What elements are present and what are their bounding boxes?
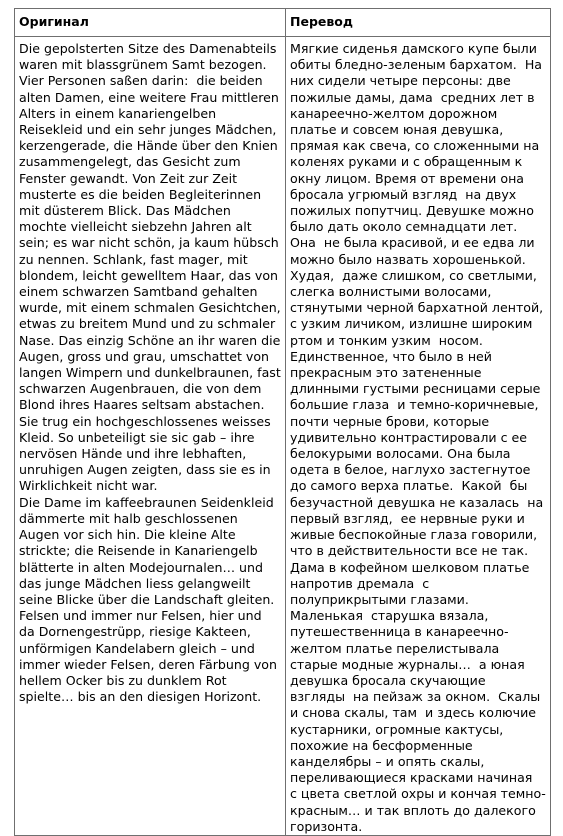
header-original: Оригинал — [15, 9, 286, 37]
header-translation: Перевод — [286, 9, 551, 37]
content-row — [15, 37, 551, 836]
header-row — [15, 9, 551, 37]
original-text-cell: Die gepolsterten Sitze des Damenabteils waren mit blassgrünem Samt bezogen. Vier Personen saßen darin: die beiden alten Damen, eine weitere Frau mittleren Alters in einem kanariengelben Reisekleid und ein sehr junges Mädchen, kerzengerade, die Hände über den Knien zusammengelegt, das Gesicht zum Fenster gewandt. Von Zeit zur Zeit musterte es die beiden Begleiterinnen mit düsterem Blick. Das Mädchen mochte vielleicht siebzehn Jahren alt sein; es war nicht schön, ja kaum hübsch zu nennen. Schlank, fast mager, mit blondem, leicht gewelltem Haar, das von einem schwarzen Samtband gehalten wurde, mit einem schmalen Gesichtchen, etwas zu breitem Mund und zu schmaler Nase. Das einzig Schöne an ihr waren die Augen, gross und grau, umschattet von langen Wimpern und dunkelbraunen, fast schwarzen Augenbrauen, die von dem Blond ihres Haares seltsam abstachen. Sie trug ein hochgeschlossenes weisses Kleid. So unbeteiligt sie sic gab – ihre nervösen Hände und ihre lebhaften, unruhigen Augen zeigten, dass sie es in Wirklichkeit nicht war. Die Dame im kaffeebraunen Seidenkleid dämmerte mit halb geschlossenen Augen vor sich hin. Die kleine Alte strickte; die Reisende in Kanariengelb blätterte in alten Modejournalen… und das junge Mädchen liess gelangweilt seine Blicke über die Landschaft gleiten. Felsen und immer nur Felsen, hier und da Dornengestrüpp, riesige Kakteen, unförmigen Kandelabern gleich – und immer wieder Felsen, deren Färbung von hellem Ocker bis zu dunklem Rot spielte… bis an den diesigen Horizont. — [15, 37, 286, 836]
translation-table — [14, 8, 551, 836]
translation-text-cell: Мягкие сиденья дамского купе были обиты бледно-зеленым бархатом. На них сидели четыре персоны: две пожилые дамы, дама средних лет в канареечно-желтом дорожном платье и совсем юная девушка, прямая как свеча, со сложенными на коленях руками и с обращенным к окну лицом. Время от времени она бросала угрюмый взгляд на двух пожилых попутчиц. Девушке можно было дать около семнадцати лет. Она не была красивой, и ее едва ли можно было назвать хорошенькой. Худая, даже слишком, со светлыми, слегка волнистыми волосами, стянутыми черной бархатной лентой, с узким личиком, излишне широким ртом и тонким узким носом. Единственное, что было в ней прекрасным это затененные длинными густыми ресницами серые большие глаза и темно-коричневые, почти черные брови, которые удивительно контрастировали с ее белокурыми волосами. Она была одета в белое, наглухо застегнутое до самого верха платье. Какой бы безучастной девушка не казалась на первый взгляд, ее нервные руки и живые беспокойные глаза говорили, что в действительности все не так. Дама в кофейном шелковом платье напротив дремала с полуприкрытыми глазами. Маленькая старушка вязала, путешественница в канареечно-желтом платье перелистывала старые модные журналы… а юная девушка бросала скучающие взгляды на пейзаж за окном. Скалы и снова скалы, там и здесь колючие кустарники, огромные кактусы, похожие на бесформенные канделябры – и опять скалы, переливающиеся красками начиная с цвета светлой охры и кончая темно-красным… и так вплоть до далекого горизонта. — [286, 37, 551, 836]
